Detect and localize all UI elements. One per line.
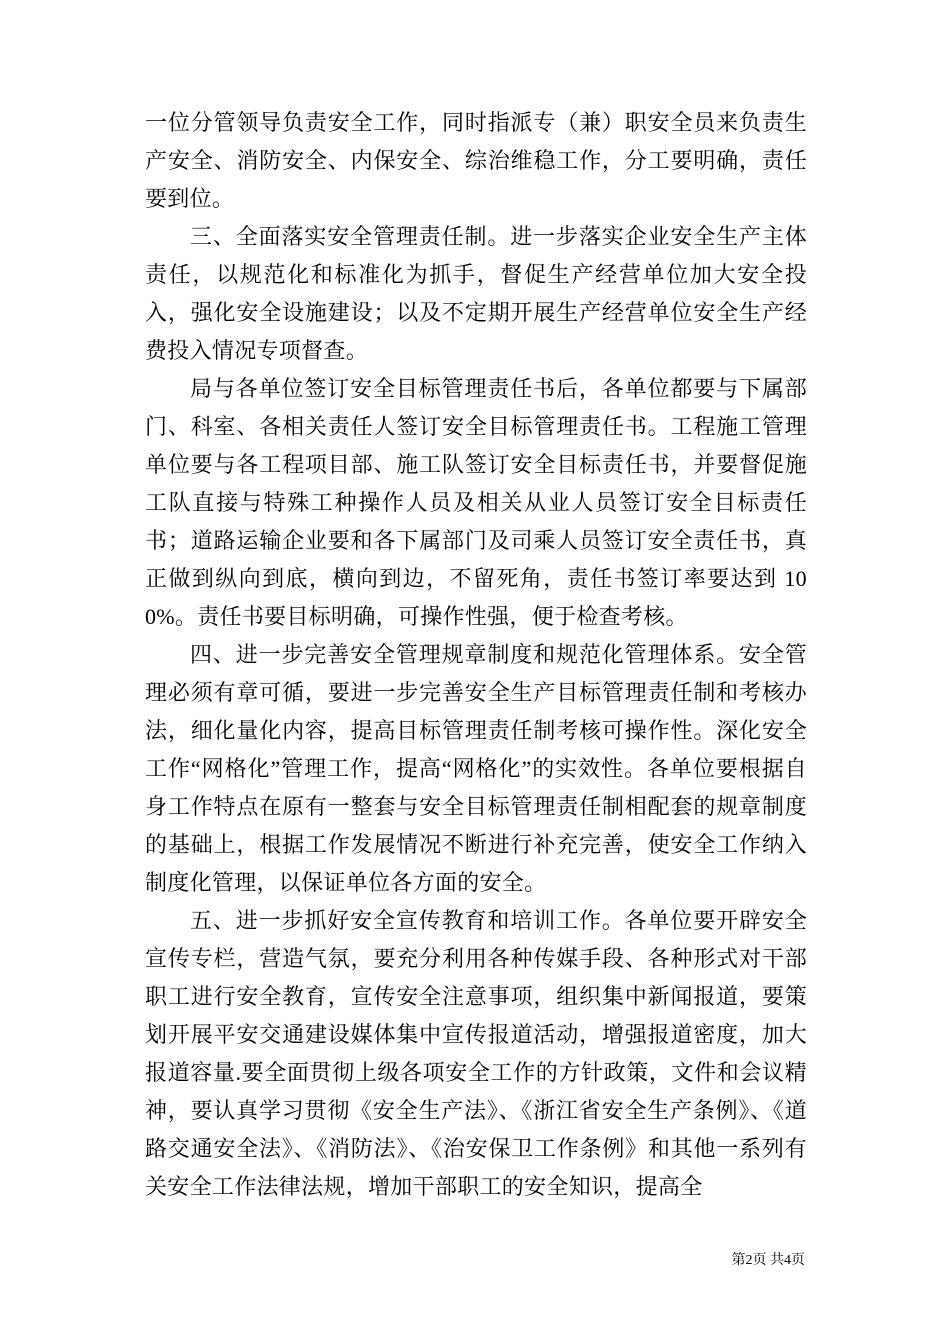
page-number-footer: 第2页 共4页 xyxy=(731,1253,805,1268)
paragraph-section-5: 五、进一步抓好安全宣传教育和培训工作。各单位要开辟安全宣传专栏，营造气氛，要充分利用各种传媒手段、各种形式对干部职工进行安全教育，宣传安全注意事项，组织集中新闻报道，要策划开展平安交通建设媒体集中宣传报道活动，增强报道密度，加大报道容量.要全面贯彻上级各项安全工作的方针政策，文件和会议精神，要认真学习贯彻《安全生产法》、《浙江省安全生产条例》、《道路交通安全法》、《消防法》、《治安保卫工作条例》和其他一系列有关安全工作法律法规，增加干部职工的安全知识，提高全 xyxy=(145,908,807,1199)
paragraph-section-3: 三、全面落实安全管理责任制。进一步落实企业安全生产主体责任，以规范化和标准化为抓手，督促生产经营单位加大安全投入，强化安全设施建设；以及不定期开展生产经营单位安全生产经费投入情况专项督查。 xyxy=(145,224,807,363)
paragraph-responsibility-letters: 局与各单位签订安全目标管理责任书后，各单位都要与下属部门、科室、各相关责任人签订安全目标管理责任书。工程施工管理单位要与各工程项目部、施工队签订安全目标责任书，并要督促施工队直接与特殊工种操作人员及相关从业人员签订安全目标责任书；道路运输企业要和各下属部门及司乘人员签订安全责任书，真正做到纵向到底，横向到边，不留死角，责任书签订率要达到 100%。责任书要目标明确，可操作性强，便于检查考核。 xyxy=(145,376,807,629)
paragraph-continuation: 一位分管领导负责安全工作，同时指派专（兼）职安全员来负责生产安全、消防安全、内保安全、综治维稳工作，分工要明确，责任要到位。 xyxy=(145,110,807,211)
paragraph-section-4: 四、进一步完善安全管理规章制度和规范化管理体系。安全管理必须有章可循，要进一步完善安全生产目标管理责任制和考核办法，细化量化内容，提高目标管理责任制考核可操作性。深化安全工作“网格化”管理工作，提高“网格化”的实效性。各单位要根据自身工作特点在原有一整套与安全目标管理责任制相配套的规章制度的基础上，根据工作发展情况不断进行补充完善，使安全工作纳入制度化管理，以保证单位各方面的安全。 xyxy=(145,642,807,895)
document-body xyxy=(145,104,807,1206)
